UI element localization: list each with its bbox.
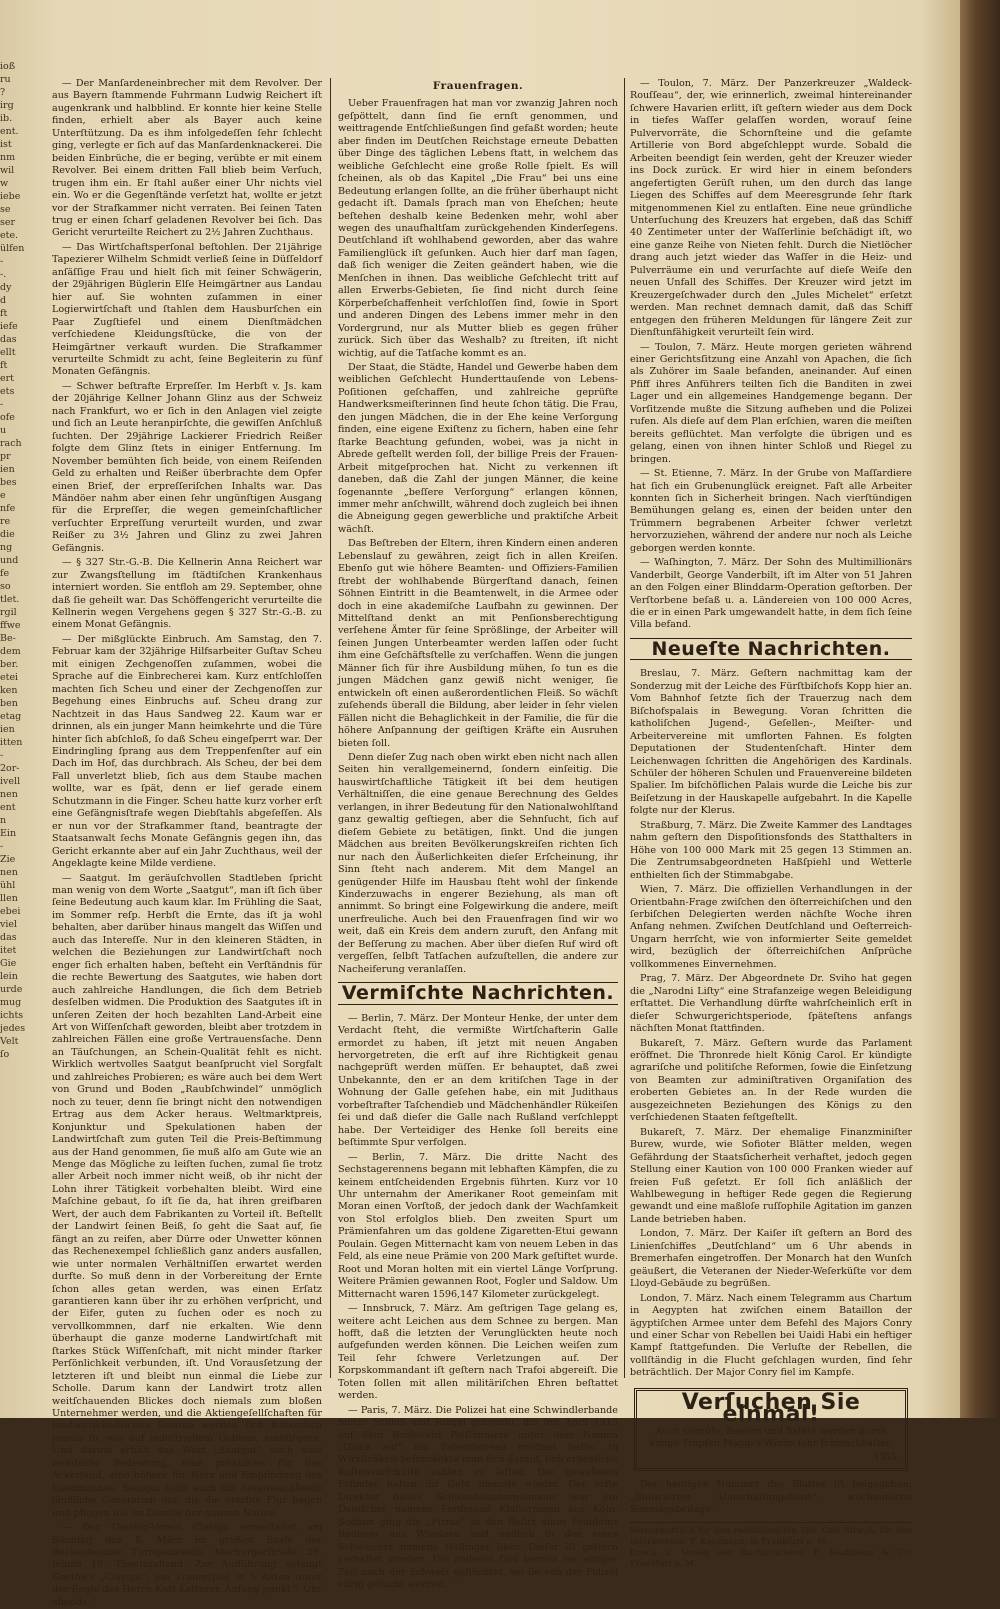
margin-fragment: ber.	[0, 659, 19, 670]
margin-fragment: etei	[0, 672, 19, 683]
margin-fragment: ivell	[0, 776, 21, 787]
article-paragraph: — Der mißglückte Einbruch. Am Samstag, den 7. Februar kam der 32jährige Hilfsarbeiter Guſtav Scheu mit einigen Zechgenoſſen zuſammen, wobei die Sprache auf die Einbrecherei kam. Kurz entſchloſſen machten ſich Scheu und einer der Zechgenoſſen zur Begehung eines Einbruchs auf. Scheu drang zur Nachtzeit in das Haus Sandweg 22. Kaum war er drinnen, als ein junger Mann heimkehrte und die Türe hinter ſich abſchloß, ſo daß Scheu eingeſperrt war. Der Eindringling ſprang aus dem Treppenfenſter auf ein Dach im Hof, das durchbrach. Als Scheu, der bei dem Fall unverletzt blieb, ſich aus dem Staube machen wollte, war es ſpät, denn er lief gerade einem Schutzmann in die Finger. Scheu hatte kurz vorher erſt eine Gefängnisſtrafe wegen Diebſtahls abgeſeſſen. Als er nun vor der Strafkammer ſtand, beantragte der Staatsanwalt ſechs Monate Gefängnis gegen ihn, das Gericht erkannte aber auf ein Jahr Zuchthaus, weil der Angeklagte keine Milde verdiene.	[52, 633, 323, 870]
ad-number: 1555	[874, 1452, 897, 1463]
margin-fragment: n	[0, 815, 7, 826]
margin-fragment: ert	[0, 373, 14, 384]
section-title-frauenfragen: Frauenfragen.	[432, 80, 524, 92]
margin-fragment: ?	[0, 87, 6, 98]
margin-fragment: ben	[0, 698, 18, 709]
margin-fragment: iefe	[0, 321, 18, 332]
margin-fragment: und	[0, 555, 19, 566]
margin-fragment: pr	[0, 451, 11, 462]
margin-fragment: ülfen	[0, 243, 25, 254]
latest-news-item: London, 7. März. Der Kaiſer iſt geſtern an Bord des Linienſchiffes „Deutſchland“ um 6 Uhr abends in Bremerhafen eingetroffen. Der Monarch hat den Wunſch geäußert, die Veteranen der Nieder-Weſerküſte vor dem Lloyd-Gebäude zu begrüßen.	[630, 1228, 912, 1290]
margin-fragment: ete.	[0, 230, 19, 241]
margin-fragment: se	[0, 204, 11, 215]
margin-fragment: nm	[0, 152, 16, 163]
margin-fragment: tlet.	[0, 594, 20, 605]
margin-fragment: wil	[0, 165, 15, 176]
margin-fragment: ühl	[0, 880, 16, 891]
ad-headline: Verſuchen Sie einmal!	[681, 1389, 861, 1428]
margin-fragment: nfe	[0, 503, 16, 514]
margin-fragment: ft	[0, 308, 8, 319]
margin-fragment: so	[0, 581, 11, 592]
margin-fragment: viel	[0, 919, 18, 930]
margin-fragment: ets	[0, 386, 15, 397]
margin-fragment: ebei	[0, 906, 21, 917]
margin-fragment: -	[0, 750, 4, 761]
margin-fragment: Velt	[0, 1036, 19, 1047]
margin-fragment: ru	[0, 74, 11, 85]
article-paragraph: Denn dieſer Zug nach oben wirkt eben nicht nach allen Seiten hin verallgemeinernd, ſondern einſeitig. Die hauswirtſchaftliche Tätigkeit iſt bei dem heutigen Verhältniſſen, die eine genaue Berechnung des Geldes verlangen, in ihrer Bedeutung für den Nationalwohlſtand ganz gewaltig geſtiegen, aber die Sehnſucht, ſich auf dieſem Gebiete zu betätigen, ſinkt. Und die jungen Mädchen aus breiten Bevölkerungskreiſen richten ſich nur nach den Äußerlichkeiten dieſer Erſcheinung, ihr Sinn ſteht nach anderem. Mit dem Mangel an genügender Hilfe im Hausbau ſteht wohl der ſinkende Kinderzuwachs in engerer Beziehung, als man oft annimmt. So bringt eine Folgewirkung die andere, meiſt unerfreuliche. Auch bei den Frauenfragen ſind wir wo weit, daß ein Kreis dem andern zuruft, den Anfang mit der Beſſerung zu machen. Aber über dieſen Ruf wird oft vergeſſen, ſelbſt Tatſachen aufzuſtellen, die andere zur Nacheiferung veranlaſſen.	[338, 752, 618, 975]
margin-fragment: iebe	[0, 191, 21, 202]
margin-fragment: ffwe	[0, 620, 21, 631]
column-3	[630, 78, 912, 1570]
margin-fragment: w	[0, 178, 9, 189]
margin-fragment: bes	[0, 477, 17, 488]
margin-fragment: nen	[0, 867, 18, 878]
latest-news-item: Bukareſt, 7. März. Geſtern wurde das Parlament eröffnet. Die Thronrede hielt König Carol. Er kündigte agrariſche und politiſche Reformen, ſowie die Einſetzung von Beamten zur adminiſtrativen Organiſation des eroberten Gebietes an. In der Rede wurden die ausgezeichneten Beziehungen des Königs zu den verſchiedenen Staaten feſtgeſtellt.	[630, 1037, 912, 1124]
margin-fragment: ib.	[0, 113, 13, 124]
margin-fragment: rach	[0, 438, 22, 449]
news-item: — St. Etienne, 7. März. In der Grube von Maſſardiere hat ſich ein Grubenunglück ereignet. Faſt alle Arbeiter konnten ſich in Sicherheit bringen. Nach vierſtündigen Bemühungen gelang es, einen der beiden unter den Trümmern begrabenen Arbeiter ſchwer verletzt hervorzuziehen, während der andere nur noch als Leiche geborgen werden konnte.	[630, 468, 912, 554]
margin-fragment: itet	[0, 945, 17, 956]
margin-fragment: ien	[0, 464, 15, 475]
margin-fragment: ioß	[0, 61, 16, 72]
imprint-printer: Druck u. Verlag der Buchdruckerei F. Kaufmann & Co. Frankfurt a. M.	[630, 1548, 912, 1570]
margin-fragment: ist	[0, 139, 12, 150]
margin-fragment: nen	[0, 789, 18, 800]
margin-fragment: fe	[0, 568, 10, 579]
book-binding-edge	[960, 0, 1000, 1418]
article-paragraph: — Der Manſardeneinbrecher mit dem Revolver. Der aus Bayern ſtammende Fuhrmann Ludwig Reichert iſt augenkrank und halbblind. Er konnte hier keine Stelle finden, erhielt aber als Bayer auch keine Unterſtützung. Da es ihm infolgedeſſen ſehr ſchlecht ging, verlegte er ſich auf das Manſardenknackerei. Die beiden Einbrüche, die er beging, verübte er mit einem Revolver. Bei einem dritten Fall blieb beim Verſuch, trugen ihm ein. Er ſtahl außer einer Uhr nichts viel ein. Wo er die Gegenſtände verſetzt hat, wollte er jetzt vor der Strafkammer nicht verraten. Bei ſeinen Taten trug er einen ſcharf geladenen Revolver bei ſich. Das Gericht verurteilte Reichert zu 2½ Jahren Zuchthaus.	[52, 78, 322, 239]
margin-fragment: ofe	[0, 412, 15, 423]
article-paragraph: Ueber Frauenfragen hat man vor zwanzig Jahren noch geſpöttelt, dann ſind ſie ernſt genommen, und weittragende Entſchließungen ſind gefaßt worden; heute aber finden im Deutſchen Reichstage erneute Debatten über Dinge des täglichen Lebens ſtatt, in welchem das weibliche Geſchlecht eine große Rolle ſpielt. Es will ſcheinen, als ob das Kapitel „Die Frau“ bei uns eine Bedeutung erlangen ſollte, an die früher überhaupt nicht gedacht iſt. Damals ſprach man von Eheſchen; heute beſtehen deshalb keine Bedenken mehr, wohl aber wegen des unaufhaltſam zurückgehenden Kinderſegens. Deutſchland iſt wohlhabend geworden, aber das wahre Familienglück iſt geſunken. Auch hier darf man ſagen, daß ſich weniger die Zeiten geändert haben, wie die Menſchen in ihnen. Das weibliche Geſchlecht tritt auf allen Erwerbs-Gebieten, ſie ſind nicht durch ſeine Körperbeſchaffenheit verſchloſſen ſind, ſowie in Sport und anderen Dingen des Lebens immer mehr in den Vordergrund, nur als Mutter blieb es gegen früher zurück. Sich über das Weshalb? zu ſtreiten, iſt nicht wichtig, auf die Tatſache kommt es an.	[338, 98, 618, 359]
news-item: — Innsbruck, 7. März. Am geſtrigen Tage gelang es, weitere acht Leichen aus dem Schnee zu bergen. Man hofft, daß die letzten der Verunglückten heute noch aufgefunden werden können. Die Leichen weiſen zum Teil ſehr ſchwere Verletzungen auf. Der Korpskommandant iſt geſtern nach Trafoi abgereiſt. Die Toten ſollen mit allen militäriſchen Ehren beſtattet werden.	[338, 1303, 618, 1402]
news-item: — Toulon, 7. März. Der Panzerkreuzer „Waldeck-Rouſſeau“, der, wie erinnerlich, zweimal hintereinander ſchwere Havarien erlitt, iſt geſtern wieder aus dem Dock in tiefes Waſſer gelaſſen worden, worauf ſeine Pulvervorräte, die Schornſteine und die geſamte Artillerie von Bord abgeſchleppt wurde. Sobald die Arbeiten beendigt ſein werden, geht der Kreuzer wieder ins Dock zurück. Er wird hier in einem beſonders angefertigten Gerüſt ruhen, um den durch das lange Liegen des Schiffes auf dem Meeresgrunde ſehr ſtark mitgenommenen Kiel zu entlaſten. Eine neue gründliche Unterſuchung des Kreuzers hat ergeben, daß das Schiff 40 Zentimeter unter der Waſſerlinie beſchädigt iſt, wo eine ganze Reihe von Nieten fehlt. Durch die Nietlöcher drang auch jetzt wieder das Waſſer in die Heiz- und Pulverräume ein und verurſachte auf dieſe Weiſe den neuen Unfall des Schiffes. Der Kreuzer wird jetzt im Kreuzergeſchwader durch den „Jules Michelet“ erſetzt werden. Man rechnet demnach damit, daß das Schiff entgegen den früheren Meldungen für längere Zeit zur Dienſtunfähigkeit verurteilt ſein wird.	[630, 78, 912, 339]
margin-fragment: ng	[0, 542, 13, 553]
margin-fragment: llen	[0, 893, 18, 904]
previous-page-edge	[0, 60, 26, 1380]
margin-fragment: u	[0, 425, 7, 436]
margin-fragment: ent.	[0, 126, 19, 137]
margin-fragment: die	[0, 529, 15, 540]
margin-fragment: 2or-	[0, 763, 20, 774]
news-item: — Paris, 7. März. Die Polizei hat eine Schwindlerbande hinter Schloß und Riegel gebracht, die ſeit April 1913 auf dem Boulevard Poiſſonniere unter dem Namen „Glück auf“ ein Patentbureau eröffnet hatte. In Wirklichkeit beſchränkte man ſich darauf, ſich erhebliche Koſtenvorſchüſſe zahlen zu laſſen. Die geweſenen Erfinder haben ihr Geld niemals wieder. Der erſte Direktor dieſes Schwindelunternehmens war ein Deutſcher namens Ferdinand Kloſtermann aus Köln. Sodann ging die „Firma“ in den Beſitz eines Fräuleins Redener aus Wieslaen und endlich in den eines Schweizers namens Hollinger über. Dieſer iſt geſtern verhaftet worden. Die anderen ſind bereits vor einiger Zeit nach der Schweiz geflüchtet, wo ſie von der Polizei eifrig geſucht werden.	[338, 1404, 618, 1591]
latest-news-item: London, 7. März. Nach einem Telegramm aus Chartum in Aegypten hat zwiſchen einem Bataillon der ägyptiſchen Armee unter dem Befehl des Majors Conry und einer Schar von Rebellen bei Uaidi Habi ein heftiger Kampf ſtattgefunden. Die Verluſte der Rebellen, die vollſtändig in die Flucht geſchlagen wurden, ſind ſehr beträchtlich. Der Major Conry fiel im Kampfe.	[630, 1292, 912, 1379]
margin-fragment: irg	[0, 100, 14, 111]
margin-fragment: dy	[0, 282, 12, 293]
column-2	[338, 78, 618, 1591]
article-paragraph: — Der Theater-Verein Clavigo veranſtaltet am Sonntag den 8. März im großen Saale der Bockenheimer Turngemeinde, Marburgerſtraße 28, ſeinen 10. Theaterabend. Zur Aufführung gelangt Goethe's „Clavigo“, ein Trauerſpiel in 5 Akten unter der Regie des Herrn Karl Ketterer. Anfang punkt 7 Uhr abends.	[52, 1522, 322, 1608]
margin-fragment: -	[0, 841, 4, 852]
margin-fragment: das	[0, 932, 17, 943]
supplement-notice: Der heutigen Nummer des Blattes iſt beigegeben: „Illuſtriertes Unterhaltungsblatt“, wöchentliche Sonntagsbeilage.	[630, 1479, 912, 1516]
column-1	[52, 78, 323, 1608]
margin-fragment: -.	[0, 269, 7, 280]
margin-fragment: ken	[0, 685, 18, 696]
margin-fragment: ſo	[0, 1049, 10, 1060]
maggi-advertisement	[634, 1388, 908, 1471]
margin-fragment: -	[0, 256, 4, 267]
article-paragraph: — Das Wirtſchaftsperſonal beſtohlen. Der 21jährige Tapezierer Wilhelm Schmidt verließ ſeine in Düſſeldorf anſäſſige Frau und hielt ſich mit ſeiner Schwägerin, der 29jährigen Büglerin Elſe Heimgärtner aus Landau hier auf. Sie wohnten zuſammen in einer Logierwirtſchaft und ſtahlen dem Hausburſchen ein Paar Zugſtiefel und einem Dienſtmädchen verſchiedene Kleidungsſtücke, die von der Heimgärtner verkauft wurden. Die Strafkammer verurteilte Schmidt zu acht, ſeine Begleiterin zu fünf Monaten Gefängnis.	[52, 241, 322, 378]
margin-fragment: ellt	[0, 347, 16, 358]
margin-fragment: itten	[0, 737, 23, 748]
margin-fragment: ichts	[0, 1010, 24, 1021]
margin-fragment: jedes	[0, 1023, 26, 1034]
margin-fragment: dem	[0, 646, 21, 657]
article-paragraph: Das Beſtreben der Eltern, ihren Kindern einen anderen Lebenslauf zu gewähren, zeigt ſich in allen Kreiſen. Ebenſo gut wie höhere Beamten- und Offiziers-Familien ſtrebt der wohlhabende Bürgerſtand danach, ſeinen Söhnen Eintritt in die Beamtenwelt, in die Armee oder doch in eine akademiſche Laufbahn zu gewinnen. Der Mittelſtand denkt an mit Penſionsberechtigung verſehene Ämter für ſeine Sprößlinge, der Arbeiter will ſeinen Jungen Unterbeamter werden laſſen oder ſucht ihm eine Geſchäftsſtelle zu verſchaffen. Wenn die jungen Männer ſich für ihre Ausbildung mühen, ſo tun es die jungen Mädchen ganz gewiß nicht weniger, ſie entwickeln oft einen außerordentlichen Fleiß. So wächſt zuſehends überall die Bildung, aber leider in ſehr vielen Fällen nicht die Behaglichkeit in der Familie, die für die höhere Anſpannung der geiſtigen Kräfte ein Ausruhen bieten ſoll.	[338, 538, 618, 749]
margin-fragment: urde	[0, 984, 23, 995]
margin-fragment: ien	[0, 724, 15, 735]
article-paragraph: Der Staat, die Städte, Handel und Gewerbe haben dem weiblichen Geſchlecht Hunderttauſende von Lebens-Poſitionen geſchaffen, und zahlreiche geprüfte Handwerksmeiſterinnen ſind heute ſchon tätig. Die Frau, den jungen Mädchen, die in der Ehe keine Verſorgung finden, eine eigene Exiſtenz zu ſichern, haben eine ſehr ſtarke Beachtung gefunden, wobei, was ja nicht in Abrede geſtellt werden ſoll, der billige Preis der Frauen-Arbeit mitgeſprochen hat. Nicht zu verkennen iſt daneben, daß die Zahl der jungen Männer, die keine ſogenannte „beſſere Verſorgung“ erlangen können, immer mehr anſchwillt, während doch zugleich bei ihnen die Abneigung gegen gewerbliche und praktiſche Arbeit wächſt.	[338, 361, 618, 535]
margin-fragment: lein	[0, 971, 18, 982]
margin-fragment: etag	[0, 711, 22, 722]
margin-fragment: Zie	[0, 854, 16, 865]
section-head-neueste-nachrichten: Neueſte Nachrichten.	[630, 638, 912, 660]
news-item: — Berlin, 7. März. Der Monteur Henke, der unter dem Verdacht ſteht, die vermißte Wirtſchafterin Galle ermordet zu haben, iſt jetzt mit neuen Angaben hervorgetreten, die erſt auf ihre Richtigkeit genau nachgeprüft werden müſſen. Er behauptet, daß zwei Unbekannte, den er an dem kritiſchen Tage in der Wohnung der Galle geſehen habe, ein mit Judithaus vorbeſtrafter Taſchendieb und Mädchenhändler Rükeiſen ſei und daß dieſer die Galle nach Rußland verſchleppt habe. Der Verteidiger des Henke ſoll bereits eine beſtimmte Spur verfolgen.	[338, 1012, 618, 1149]
ad-body: Auch Gemüſe, Saucen und Salate werden durch einige Tropfen Maggi's Würze ſehr ſchmackhafter.	[649, 1425, 893, 1449]
column-rule-right	[624, 78, 625, 1378]
margin-fragment: Be-	[0, 633, 16, 644]
section-head-vermischte-nachrichten: Vermiſchte Nachrichten.	[338, 982, 618, 1004]
article-paragraph: — Saatgut. Im geräuſchvollen Stadtleben ſpricht man wenig von dem Worte „Saatgut“, man iſt ſich über ſeine Bedeutung auch kaum klar. Im Frühling die Saat, im Sommer reſp. Herbſt die Ernte, das iſt ja wohl behalten, aber darüber hinaus mangelt das Wiſſen und auch das Intereſſe. Nur in den kleineren Städten, in welchen die Beziehungen zur Landwirtſchaft noch enger ſich erhalten haben, beſteht ein Verſtändnis für die rechte Bewertung des Saatgutes, wie haben dort auch zahlreiche Handlungen, die ſich dem Betrieb desſelben widmen. Die Produktion des Saatgutes iſt in unſeren Zeiten der hoch bezahlten Land-Arbeit eine Art von Wiſſenſchaft geworden, bleibt aber trotzdem in zahlreichen Fällen eine große Vertrauensſache. Denn an Täuſchungen, an Schein-Qualität fehlt es nicht. Wirklich wertvolles Saatgut beanſprucht viel Sorgfalt und zahlreiches Probieren; es wäre auch bei dem Wert von Grund und Boden „Raubſchwindel“ unmöglich noch zu teuer, denn ſie bringt nicht den notwendigen Ertrag aus dem Acker heraus. Weltmarktpreis, Konjunktur und Spekulationen haben der Landwirtſchaft zum guten Teil die Preis-Beſtimmung aus der Hand genommen, ſie muß alſo am Gute wie an Menge das Mögliche zu leiſten ſuchen, zumal ſie trotz aller Arbeit noch immer nicht weiß, ob ihr nicht der Lohn ihrer Tätigkeit vorbehalten bleibt. Wird eine Maſchine gebaut, ſo iſt ſie da, hat ihren greifbaren Wert, der auch dem Fabrikanten zu Vorteil iſt. Beſtellt der Landwirt ſeinen Beiß, ſo geht die Saat auf, ſie fängt an zu reifen, aber Dürre oder Unwetter können das Rechenexempel ſchließlich ganz anders ausfallen, wie unter normalen Verhältniſſen erwartet werden durfte. So muß denn in der Vorbereitung der Ernte ſchon alles getan werden, was einen Erſatz garantieren kann über ihr zu erhöhen verſpricht, und der Eifer, guten zu ſuchen oder es noch zu vervollkommnen, darf nie erkalten. Wie denn überhaupt die ganze moderne Landwirtſchaft mit ſtarkes Stück Wiſſenſchaft, mit nicht minder ſtarker Perſönlichkeit verbunden, iſt. Und Vorausſetzung der letzteren iſt und bleibt nun einmal die Liebe zur Scholle. Darum kann der Landwirt trotz allen weitſchauenden Blickes doch niemals zum bloßen Unternehmer werden, und die Aktiengeſellſchaften für landwirtſchaftlichen Betrieb werden ſich ſchwerlich jemals ſo, wie auf induſtriellem Gebiete, einbürgern. Und darum erhält das Wort „Saatgut“ auch eine zweifache Bedeutung, eine praktiſche für das Ackerland, eine höhere für Herz und Empfindung des Landmannes. Saatgut ſtellt auch die heranwachſende ländliche Generation dar, die die ererbte Flur hegen und pflegen ſoll im Dienſte der ganzen Nation.	[52, 872, 322, 1519]
imprint	[630, 1522, 912, 1570]
news-item: — Toulon, 7. März. Heute morgen gerieten während einer Gerichtsſitzung eine Anzahl von Apachen, die ſich als Zuhörer im Saale befanden, aneinander. Auf einen Pfiff ihres Anführers teilten ſich die Banditen in zwei Lager und ein allgemeines Handgemenge begann. Der Vorſitzende mußte die Sitzung aufheben und die Polizei rufen. Als dieſe auf dem Plan erſchien, waren die meiſten bereits geflüchtet. Man verfolgte die übrigen und es gelang, einen von ihnen hinter Schloß und Riegel zu bringen.	[630, 341, 912, 465]
margin-fragment: Gie	[0, 958, 17, 969]
column-rule-left	[330, 78, 331, 1378]
imprint-editors: Verantwortlich für den redaktionellen Teil: Carl Strauß, für den Inſeratenteil: F. Kaufmann, in Frankfurt a. M.	[630, 1526, 912, 1548]
margin-fragment: mug	[0, 997, 22, 1008]
margin-fragment: ser	[0, 217, 16, 228]
latest-news-item: Straßburg, 7. März. Die Zweite Kammer des Landtages nahm geſtern den Dispoſitionsfonds des Statthalters in Höhe von 100 000 Mark mit 25 gegen 13 Stimmen an. Die Zentrumsabgeordneten Haßſpiehl und Wetterle enthielten ſich der Stimmabgabe.	[630, 819, 912, 881]
margin-fragment: Ein	[0, 828, 17, 839]
latest-news-item: Prag, 7. März. Der Abgeordnete Dr. Sviho hat gegen die „Narodni Liſty“ eine Strafanzeige wegen Beleidigung erſtattet. Die Verhandlung dürfte wahrſcheinlich erſt in dieſer Schwurgerichtsperiode, ſpäteſtens anfangs nächſten Monat ſtattfinden.	[630, 973, 912, 1035]
margin-fragment: das	[0, 334, 17, 345]
margin-fragment: ent	[0, 802, 16, 813]
margin-fragment: rgil	[0, 607, 17, 618]
news-item: — Waſhington, 7. März. Der Sohn des Multimillionärs Vanderbilt, George Vanderbilt, iſt im Alter von 51 Jahren an den Folgen einer Blinddarm-Operation geſtorben. Der Verſtorbene beſaß u. a. Ländereien von 100 000 Acres, die er in einen Park umgewandelt hatte, in dem ſich ſeine Villa befand.	[630, 557, 912, 631]
news-item: — Berlin, 7. März. Die dritte Nacht des Sechstagerennens begann mit lebhaften Kämpfen, die zu keinem entſcheidenden Ergebnis führten. Kurz vor 10 Uhr unternahm der Amerikaner Root gemeinſam mit Moran einen Vorſtoß, der jedoch dank der Wachſamkeit von Stol erfolglos blieb. Den zweiten Spurt um Prämienfahren um das goldene Zigaretten-Etui gewann Poulain. Gegen Mitternacht kam von neuem Leben in das Feld, als eine neue Prämie von 200 Mark geſtiftet wurde. Root und Moran holten mit ein viertel Länge Vorſprung. Weitere Prämien gewannen Root, Fogler und Saldow. Um Mitternacht waren 1596,147 Kilometer zurückgelegt.	[338, 1151, 618, 1300]
article-paragraph: — § 327 Str.-G.-B. Die Kellnerin Anna Reichert war zur Zwangsſtellung im ſtädtiſchen Krankenhaus interniert worden. Sie entfloh am 29. September, ohne daß ſie geheilt war. Das Schöffengericht verurteilte die Kellnerin wegen Vergehens gegen § 327 Str.-G.-B. zu einem Monat Gefängnis.	[52, 557, 322, 631]
margin-fragment: -	[0, 399, 4, 410]
latest-news-item: Wien, 7. März. Die offiziellen Verhandlungen in der Orientbahn-Frage zwiſchen den öſterreichiſchen und den ſerbiſchen Delegierten werden nächſte Woche ihren Anfang nehmen. Zwiſchen Deutſchland und Oeſterreich-Ungarn herrſcht, wie von informierter Seite gemeldet wird, bezüglich der öſterreichiſchen Anſprüche vollkommenes Einvernehmen.	[630, 884, 912, 970]
margin-fragment: ft	[0, 360, 8, 371]
article-paragraph: — Schwer beſtrafte Erpreſſer. Im Herbſt v. Js. kam der 20jährige Kellner Johann Glinz aus der Schweiz nach Frankfurt, wo er ſich in den Anlagen viel zeigte und ſich an Leute heranpirſchte, die gewiſſen Anſchluß ſuchten. Der 29jährige Lackierer Friedrich Reißer folgte dem Glinz ſtets in einiger Entfernung. Im November bemühten ſich beide, von einem Reiſenden Geld zu erhalten und Reißer überbrachte dem Opfer einen Brief, der erpreſſeriſchen Inhalts war. Das Mändöer nahm aber einen ſehr ungünſtigen Ausgang für die Erpreſſer, die wegen gemeinſchaftlicher verſuchter Erpreſſung verurteilt wurden, und zwar Reißer zu 3½ Jahren und Glinz zu zwei Jahren Gefängnis.	[52, 380, 322, 554]
margin-fragment: d	[0, 295, 7, 306]
latest-news-item: Bukareſt, 7. März. Der ehemalige Finanzminiſter Burew, wurde, wie Sofioter Blätter melden, wegen Gefährdung der Staatsſicherheit verhaftet, jedoch gegen Stellung einer Kaution von 100 000 Franken wieder auf freien Fuß geſetzt. Er ſoll ſich anläßlich der Wahlbewegung in heftiger Rede gegen die Regierung gewandt und eine maßloſe ruſſophile Agitation im ganzen Lande betrieben haben.	[630, 1126, 912, 1225]
margin-fragment: re	[0, 516, 11, 527]
latest-news-item: Breslau, 7. März. Geſtern nachmittag kam der Sonderzug mit der Leiche des Fürſtbiſchofs Kopp hier an. Vom Bahnhof ſetzte ſich der Trauerzug nach dem Biſchofspalais in Bewegung. Voran ſchritten die katholiſchen Jugend-, Geſellen-, Meiſter- und Arbeitervereine mit umflorten Fahnen. Es folgten Deputationen der Studentenſchaft. Hinter dem Leichenwagen ſchritten die Angehörigen des Kardinals. Schüler der höheren Schulen und Frauenvereine bildeten Spalier. Im biſchöflichen Palais wurde die Leiche bis zur Beiſetzung in der Hauskapelle aufgebahrt. In die Kapelle folgte nur der Klerus.	[630, 668, 912, 817]
margin-fragment: e	[0, 490, 6, 501]
